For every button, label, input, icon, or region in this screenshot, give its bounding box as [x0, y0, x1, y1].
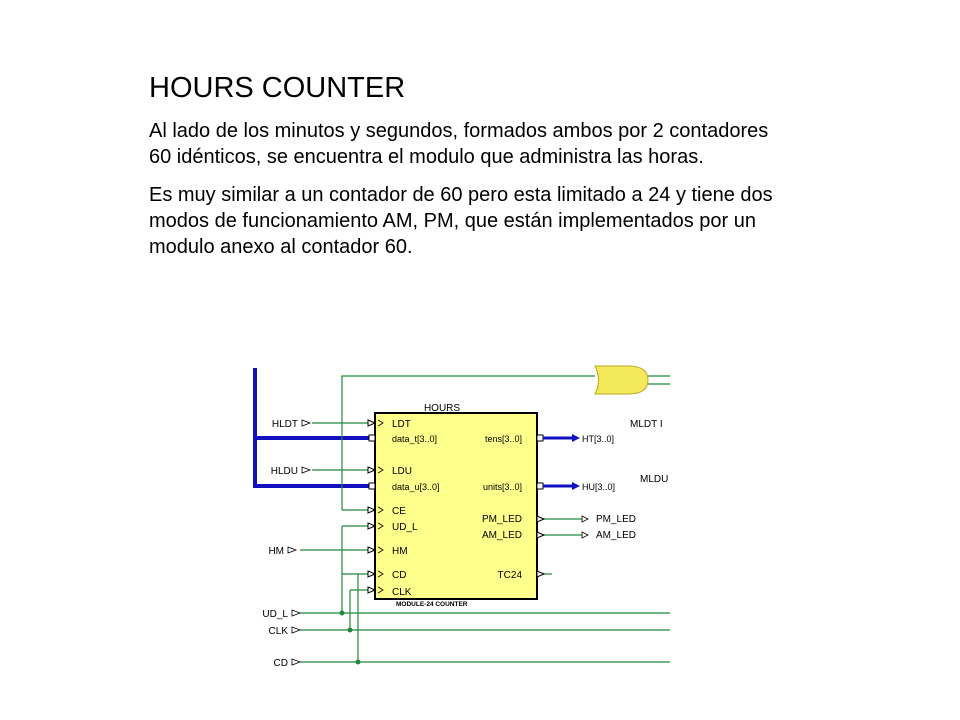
output-port-flags	[582, 516, 588, 538]
block-footer: MODULE-24 COUNTER	[396, 601, 468, 608]
label-mldt: MLDT I	[630, 419, 663, 430]
port-hldu: HLDU	[270, 466, 298, 477]
port-cd: CD	[273, 658, 288, 669]
block-title: HOURS	[423, 403, 461, 414]
pin-ldu: LDU	[392, 466, 413, 477]
pin-tc24: TC24	[497, 570, 522, 581]
input-port-flags	[288, 420, 310, 665]
port-ht: HT[3..0]	[582, 434, 615, 444]
pin-units: units[3..0]	[482, 482, 522, 492]
paragraph-1: Al lado de los minutos y segundos, formados ambos por 2 contadores 60 idénticos, se encuentra el modulo que administra las horas.	[149, 120, 769, 168]
port-clk: CLK	[268, 626, 288, 637]
port-am-led: AM_LED	[596, 530, 637, 541]
slide-title: HOURS COUNTER	[149, 72, 406, 104]
port-pm-led: PM_LED	[596, 514, 637, 525]
pin-data-u: data_u[3..0]	[392, 482, 440, 492]
hours-counter-schematic	[230, 358, 675, 670]
port-hm: HM	[268, 546, 284, 557]
pin-am-led: AM_LED	[481, 530, 522, 541]
output-pins	[537, 435, 544, 577]
port-ud-l: UD_L	[262, 609, 288, 620]
pin-tens: tens[3..0]	[484, 434, 522, 444]
input-pins	[368, 420, 375, 593]
pin-pm-led: PM_LED	[481, 514, 522, 525]
pin-hm: HM	[392, 546, 408, 557]
pin-ce: CE	[392, 506, 406, 517]
pin-ldt: LDT	[392, 419, 411, 430]
paragraph-2: Es muy similar a un contador de 60 pero esta limitado a 24 y tiene dos modos de funcionamiento AM, PM, que están implementados por un modulo anexo al contador 60.	[149, 184, 773, 258]
and-gate	[595, 366, 648, 394]
label-mldu: MLDU	[640, 474, 669, 485]
port-hldt: HLDT	[271, 419, 298, 430]
pin-data-t: data_t[3..0]	[392, 434, 438, 444]
pin-clk: CLK	[392, 587, 412, 598]
output-bus-arrows	[572, 434, 580, 490]
output-buses	[543, 438, 573, 486]
pin-cd: CD	[392, 570, 407, 581]
port-hu: HU[3..0]	[582, 482, 616, 492]
pin-ud-l: UD_L	[392, 522, 418, 533]
slide-text	[149, 70, 789, 272]
